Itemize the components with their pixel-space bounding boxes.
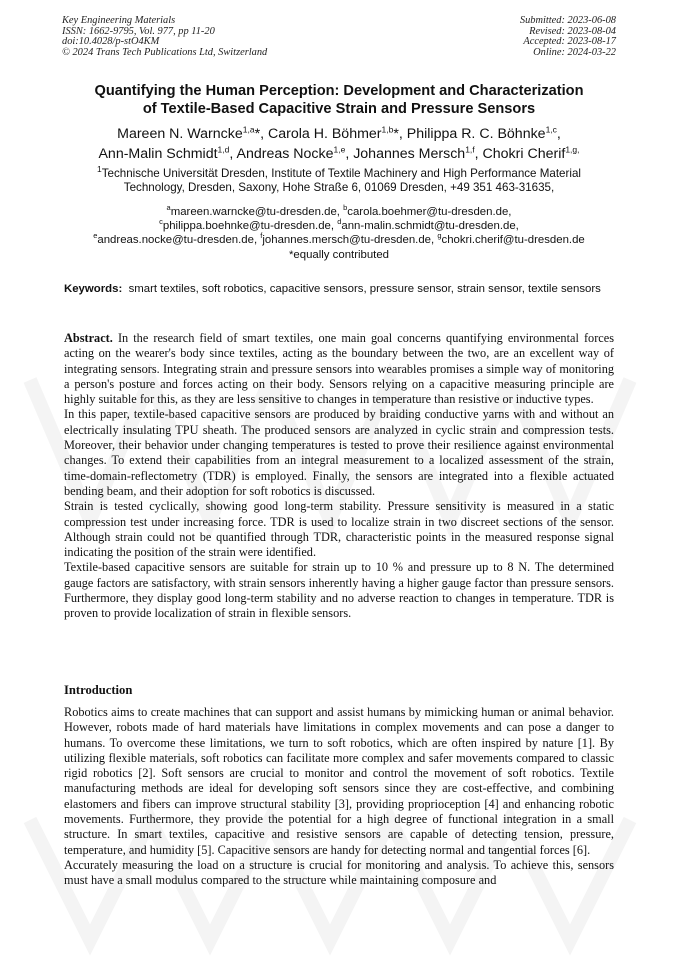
abstract-paragraph: Strain is tested cyclically, showing good long-term stability. Pressure sensitivity is measured in a static compression test under increasing force. TDR is used to localize strain in two discreet sections of the sensor. Although strain could not be quantified through TDR, characteristic points in the measured response signal indicating the position of the strain were identified. <box>64 499 614 560</box>
intro-paragraph: Accurately measuring the load on a structure is crucial for monitoring and analysis. To achieve this, sensors must have a small modulus compared to the structure while maintaining composure and <box>64 857 614 888</box>
email[interactable]: $^d$ann-malin.schmidt@tu-dresden.de, <box>337 217 519 233</box>
paper-title <box>40 82 638 118</box>
abstract-label: Abstract. <box>64 331 113 345</box>
author: Andreas Nocke$^{1,e}$, <box>236 144 354 162</box>
author-list <box>40 124 638 164</box>
affiliation-line-2: Technology, Dresden, Saxony, Hohe Straße 6, 01069 Dresden, +49 351 463-31635, <box>123 181 555 194</box>
email[interactable]: $^c$philippa.boehnke@tu-dresden.de, <box>159 217 338 233</box>
title-line-1: Quantifying the Human Perception: Development and Characterization <box>94 83 584 99</box>
equal-contribution-note: *equally contributed <box>288 248 390 261</box>
introduction-body <box>64 705 614 889</box>
email[interactable]: $^g$chokri.cherif@tu-dresden.de <box>437 231 585 247</box>
accepted-date: Accepted: 2023-08-17 <box>523 36 616 48</box>
online-date: Online: 2024-03-22 <box>533 46 616 58</box>
section-heading-introduction: Introduction <box>64 683 133 697</box>
author: Chokri Cherif$^{1,g,}$ <box>482 144 580 162</box>
affiliation <box>40 164 638 195</box>
journal-info <box>62 16 267 58</box>
revised-date: Revised: 2023-08-04 <box>529 25 616 37</box>
abstract <box>64 331 614 622</box>
author: Johannes Mersch$^{1,f}$, <box>353 144 483 162</box>
email[interactable]: $^b$carola.boehmer@tu-dresden.de, <box>343 203 512 218</box>
affiliation-line-1: Technische Universität Dresden, Institute of Textile Machinery and High Performance Material <box>101 167 581 180</box>
issn-line: ISSN: 1662-9795, Vol. 977, pp 11-20 <box>62 25 215 37</box>
intro-paragraph: Robotics aims to create machines that can support and assist humans by mimicking human or animal behavior. However, robots made of hard materials have limitations in complex movements and can pose a danger to humans. To overcome these limitations, we turn to soft robotics, which are often inspired by nature [1]. By utilizing flexible materials, soft robotics can facilitate more complex and safer movements compared to classic rigid robotics [2]. Soft sensors are crucial to monitor and control the movement of soft robotics. Textile manufacturing methods are ideal for developing soft sensors since they are cost-effective, and combining elastomers and fibers can improve structural stability [3], providing proprioception [4] and enhancing robotic movements. Furthermore, they provide the potential for a high degree of functional integration in a small structure. In smart textiles, capacitive and resistive sensors are capable of detecting tension, pressure, temperature, and humidity [5]. Capacitive sensors are handy for detecting normal and tangential forces [6]. <box>64 705 614 857</box>
author: Carola H. Böhmer$^{1,b}$*, <box>267 124 407 142</box>
affiliation-marker: 1 <box>97 164 102 175</box>
copyright-line: © 2024 Trans Tech Publications Ltd, Switzerland <box>62 46 268 58</box>
keywords-text: smart textiles, soft robotics, capacitive sensors, pressure sensor, strain sensor, textile sensors <box>128 283 601 295</box>
email[interactable]: $^e$andreas.nocke@tu-dresden.de, <box>93 231 261 247</box>
author: Ann-Malin Schmidt$^{1,d}$, <box>98 144 237 162</box>
title-line-2: of Textile-Based Capacitive Strain and Pressure Sensors <box>142 101 536 117</box>
email[interactable]: $^f$johannes.mersch@tu-dresden.de, <box>260 231 438 247</box>
author: Philippa R. C. Böhnke$^{1,c}$, <box>406 124 561 142</box>
doi-line: doi:10.4028/p-stO4KM <box>62 36 160 48</box>
submitted-date: Submitted: 2023-06-08 <box>519 15 616 26</box>
abstract-paragraph: Abstract. In the research field of smart textiles, one main goal concerns quantifying environmental forces acting on the wearer's body since textiles, acting as the boundary between the two, are an excellent way of integrating sensors. Integrating strain and pressure sensors into wearables promises a simple way of monitoring a person's posture and forces acting on their body. Sensors relying on a capacitive measuring principle are highly suitable for this, as they are less sensitive to changes in temperature than resistive or inductive types. <box>64 331 614 407</box>
email[interactable]: $^a$mareen.warncke@tu-dresden.de, <box>166 203 344 218</box>
keywords <box>64 282 618 296</box>
abstract-paragraph: In this paper, textile-based capacitive sensors are produced by braiding conductive yarns with and without an electrically insulating TPU sheath. The produced sensors are analyzed in cyclic strain and compression tests. Moreover, their behavior under changing temperatures is tested to prove their resilience against environmental changes. To extend their capabilities from an integral measurement to a localized assessment of the strain, time-domain-reflectometry (TDR) is employed. Finally, the sensors are integrated into a flexible actuated bending beam, and their adoption for soft robotics is discussed. <box>64 407 614 498</box>
email-list <box>40 205 638 262</box>
author: Mareen N. Warncke$^{1,a}$*, <box>117 124 268 142</box>
keywords-label: Keywords: <box>64 283 123 295</box>
abstract-paragraph: Textile-based capacitive sensors are suitable for strain up to 10 % and pressure up to 8 N. The determined gauge factors are satisfactory, with strain sensors inherently having a higher gauge factor than pressure sensors. Furthermore, they display good long-term stability and no adverse reaction to changes in temperature. TDR is proven to provide localization of strain in flexible sensors. <box>64 560 614 621</box>
publication-dates <box>520 16 616 58</box>
journal-name: Key Engineering Materials <box>62 15 176 26</box>
